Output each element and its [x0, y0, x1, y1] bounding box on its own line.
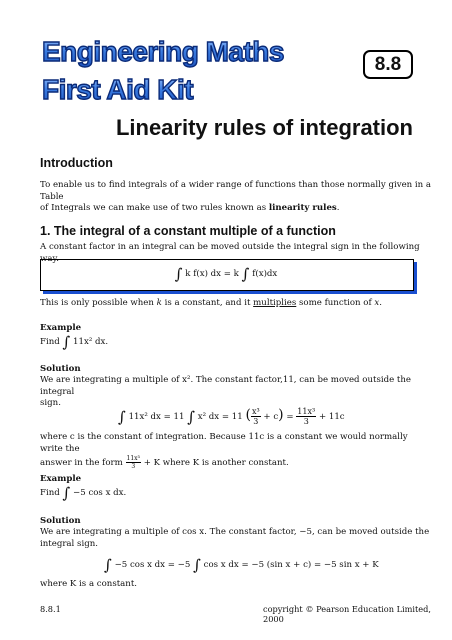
logo-line-1: Engineering Maths: [42, 36, 284, 67]
eq-part: −5 cos x dx = −5: [114, 560, 191, 570]
solution-1-after-line-2: answer in the form: [40, 458, 123, 468]
section-1-note: [40, 298, 433, 310]
eq-part: x² dx = 11: [197, 412, 243, 422]
solution-1-label: Solution: [40, 364, 81, 374]
numerator: x³: [251, 407, 260, 416]
fraction: [251, 407, 261, 426]
solution-1-line-2: sign.: [40, 398, 61, 408]
eq-part: + 11c: [318, 412, 345, 422]
example-1-label: Example: [40, 323, 82, 333]
note-underlined: multiplies: [253, 298, 297, 308]
solution-1-after: [40, 432, 433, 470]
solution-2-line-1: We are integrating a multiple of cos x. The constant factor, −5, can be moved outside the: [40, 527, 430, 537]
solution-2-equation: [104, 555, 379, 575]
note-text: some function of: [296, 298, 375, 308]
example-2-label: Example: [40, 474, 82, 484]
copyright: copyright © Pearson Education Limited, 2000: [263, 604, 431, 624]
intro-text-line-2: of Integrals we can make use of two rules known as: [40, 203, 269, 213]
example-2-expression: −5 cos x dx.: [73, 488, 127, 498]
left-paren: (: [245, 407, 251, 423]
fraction: [296, 407, 316, 426]
solution-1-line-1: We are integrating a multiple of x². The constant factor,11, can be moved outside the integral: [40, 375, 412, 397]
intro-text-end: .: [336, 203, 340, 213]
section-1-text: A constant factor in an integral can be moved outside the integral sign in the following way.: [40, 242, 420, 264]
solution-2-label: Solution: [40, 516, 81, 526]
note-text: .: [379, 298, 382, 308]
fraction: [126, 455, 141, 470]
example-1-question: [40, 335, 433, 350]
section-number-badge: 8.8: [363, 50, 413, 79]
find-label: Find: [40, 337, 60, 347]
intro-paragraph: [40, 180, 433, 215]
intro-text-line-1: To enable us to find integrals of a wider range of functions than those normally given in a Table: [40, 180, 432, 202]
engineering-maths-logo: [40, 31, 284, 111]
integral-sign: ∫: [187, 408, 196, 426]
solution-1-equation: [118, 403, 345, 429]
note-text: is a constant, and it: [161, 298, 254, 308]
integral-sign: ∫: [62, 484, 71, 502]
section-1-heading: 1. The integral of a constant multiple of a function: [40, 224, 336, 238]
find-label: Find: [40, 488, 60, 498]
intro-heading: Introduction: [40, 156, 113, 170]
solution-1-after-line-2-end: + K where K is another constant.: [143, 458, 289, 468]
integral-sign: ∫: [118, 408, 126, 426]
integral-sign: ∫: [174, 265, 183, 283]
eq-part: cos x dx = −5 (sin x + c) = −5 sin x + K: [203, 560, 379, 570]
eq-part: 11x² dx = 11: [128, 412, 185, 422]
denominator: 3: [131, 463, 136, 470]
rule-formula-left: k f(x) dx = k: [185, 269, 239, 279]
integral-sign: ∫: [241, 265, 250, 283]
example-1-expression: 11x² dx.: [73, 337, 109, 347]
example-2-question: [40, 486, 433, 501]
intro-bold-term: linearity rules: [268, 203, 337, 213]
rule-formula: [40, 259, 412, 289]
eq-part: =: [286, 412, 294, 422]
denominator: 3: [303, 417, 309, 426]
note-x: x: [374, 298, 380, 308]
solution-2-line-2: integral sign.: [40, 538, 98, 549]
integral-sign: ∫: [104, 556, 112, 574]
integral-sign: ∫: [193, 556, 201, 574]
logo-line-2: First Aid Kit: [42, 74, 194, 105]
eq-part: + c: [263, 412, 279, 422]
right-paren: ): [278, 407, 284, 423]
solution-1-after-line-1: where c is the constant of integration. Because 11c is a constant we would normally write the: [40, 432, 408, 454]
denominator: 3: [253, 417, 259, 426]
numerator: 11x³: [297, 407, 316, 416]
solution-2-after: where K is a constant.: [40, 579, 138, 589]
numerator: 11x³: [126, 455, 140, 462]
note-k: k: [156, 298, 162, 308]
note-text: This is only possible when: [40, 298, 157, 308]
page-title: Linearity rules of integration: [115, 115, 413, 140]
solution-2-text: [40, 527, 433, 550]
integral-sign: ∫: [62, 333, 71, 351]
page-number: 8.8.1: [40, 604, 61, 614]
rule-formula-right: f(x)dx: [252, 269, 278, 279]
